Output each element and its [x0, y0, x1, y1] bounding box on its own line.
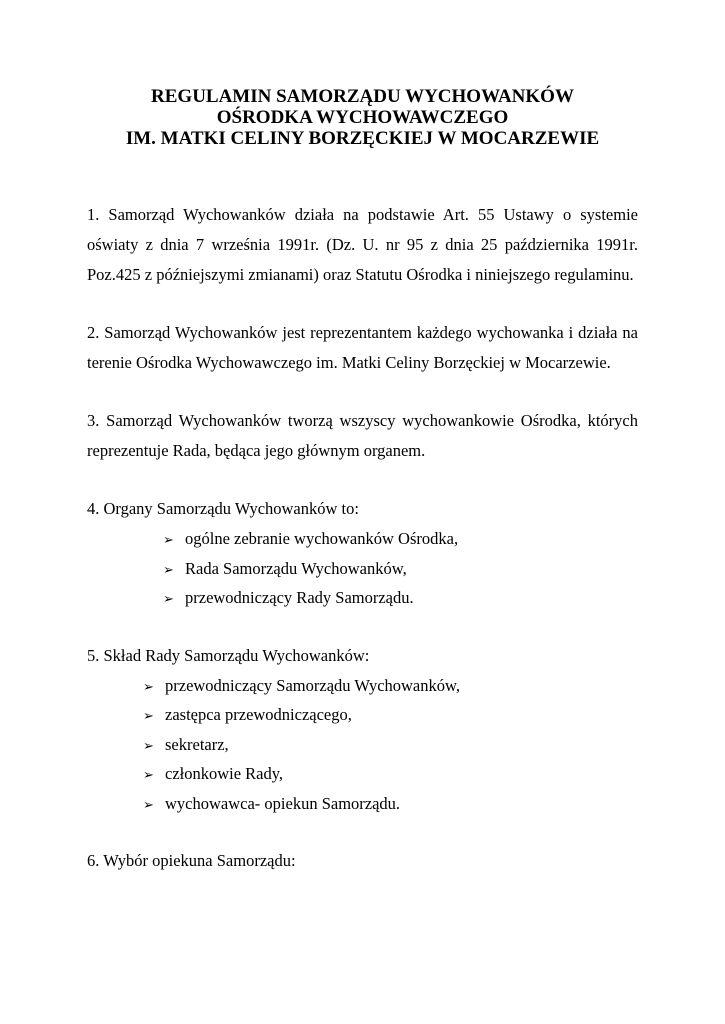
- paragraph-5: 5. Skład Rady Samorządu Wychowanków:: [87, 645, 370, 665]
- arrow-bullet-icon: ➢: [143, 738, 154, 754]
- list-item: [163, 554, 638, 584]
- list-item: [143, 759, 638, 789]
- list-item: [143, 730, 638, 760]
- list-item-text: przewodniczący Samorządu Wychowanków,: [165, 675, 460, 695]
- arrow-bullet-icon: ➢: [143, 797, 154, 813]
- paragraph-6: 6. Wybór opiekuna Samorządu:: [87, 851, 296, 870]
- list-item-text: wychowawca- opiekun Samorządu.: [165, 793, 401, 813]
- paragraph-1: 1. Samorząd Wychowanków działa na podstawie Art. 55 Ustawy o systemie oświaty z dnia 7 września 1991r. (Dz. U. nr 95 z dnia 25 października 1991r. Poz.425 z późniejszymi zmianami) oraz Statutu Ośrodka i niniejszego regulaminu.: [87, 205, 638, 284]
- list-item-text: ogólne zebranie wychowanków Ośrodka,: [185, 529, 459, 548]
- paragraph-2: 2. Samorząd Wychowanków jest reprezentantem każdego wychowanka i działa na terenie Ośrodka Wychowawczego im. Matki Celiny Borzęckiej w Mocarzewie.: [87, 323, 638, 372]
- list-item-text: Rada Samorządu Wychowanków,: [185, 558, 407, 578]
- list-item: [163, 524, 638, 554]
- paragraph-4: 4. Organy Samorządu Wychowanków to:: [87, 499, 359, 518]
- title-line-2: OŚRODKA WYCHOWAWCZEGO: [216, 107, 509, 128]
- arrow-bullet-icon: ➢: [143, 679, 154, 695]
- title-line-1: REGULAMIN SAMORZĄDU WYCHOWANKÓW: [151, 86, 574, 107]
- list-item: [143, 700, 638, 730]
- arrow-bullet-icon: ➢: [163, 533, 174, 548]
- list-item-text: przewodniczący Rady Samorządu.: [185, 588, 414, 607]
- document-title: [0, 86, 725, 149]
- list-item: [143, 671, 638, 701]
- arrow-bullet-icon: ➢: [163, 592, 174, 607]
- list-item-text: członkowie Rady,: [165, 764, 284, 783]
- list-item: [143, 789, 638, 819]
- list-item: [163, 583, 638, 613]
- council-list: [87, 671, 638, 819]
- document-body: [87, 200, 638, 876]
- list-item-text: zastępca przewodniczącego,: [165, 705, 352, 724]
- paragraph-3: 3. Samorząd Wychowanków tworzą wszyscy wychowankowie Ośrodka, których reprezentuje Rada, będąca jego głównym organem.: [87, 411, 638, 460]
- list-item-text: sekretarz,: [165, 734, 229, 754]
- organs-list: [87, 524, 638, 613]
- title-line-3: IM. MATKI CELINY BORZĘCKIEJ W MOCARZEWIE: [125, 128, 600, 149]
- arrow-bullet-icon: ➢: [143, 709, 154, 724]
- arrow-bullet-icon: ➢: [143, 768, 154, 783]
- arrow-bullet-icon: ➢: [163, 562, 174, 578]
